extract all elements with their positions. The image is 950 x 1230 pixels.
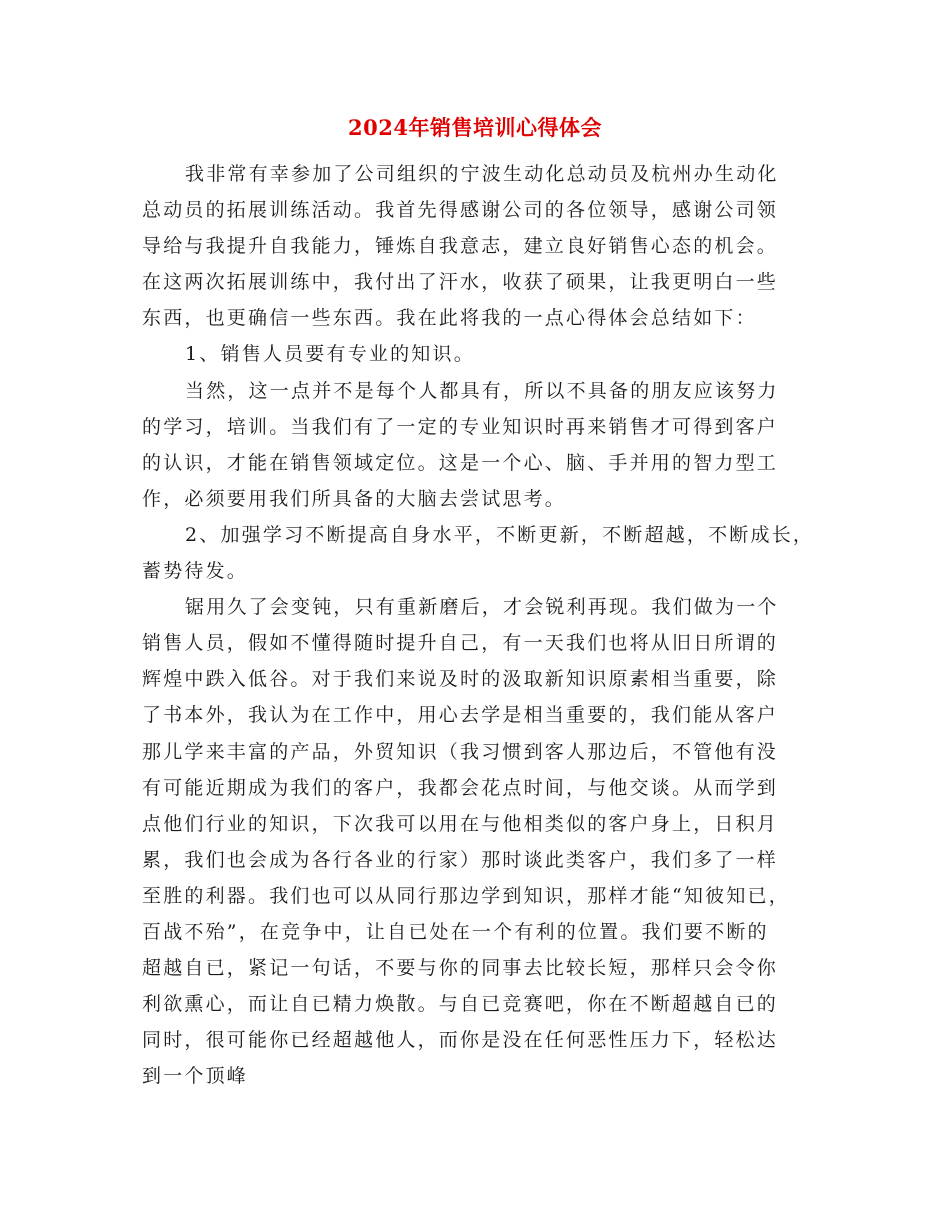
text-line: 我非常有幸参加了公司组织的宁波生动化总动员及杭州办生动化 xyxy=(185,163,779,185)
text-line: 的认识，才能在销售领域定位。这是一个心、脑、手并用的智力型工 xyxy=(142,451,779,474)
text-line: 累，我们也会成为各行各业的行家）那时谈此类客户，我们多了一样 xyxy=(142,848,779,871)
text-line: 有可能近期成为我们的客户，我都会花点时间，与他交谈。从而学到 xyxy=(142,776,779,799)
text-line: 销售人员，假如不懂得随时提升自己，有一天我们也将从旧日所谓的 xyxy=(142,632,779,655)
text-line: 那儿学来丰富的产品，外贸知识（我习惯到客人那边后，不管他有没 xyxy=(142,740,779,763)
section-heading-2: 2、加强学习不断提高自身水平，不断更新，不断超越，不断成长， xyxy=(185,523,815,546)
text-line: 超越自已，紧记一句话，不要与你的同事去比较长短，那样只会令你 xyxy=(142,957,779,980)
text-line: 作，必须要用我们所具备的大脑去尝试思考。 xyxy=(142,487,567,510)
text-line: 到一个顶峰 xyxy=(142,1065,249,1088)
text-line: 辉煌中跌入低谷。对于我们来说及时的汲取新知识原素相当重要，除 xyxy=(142,668,779,691)
text-line: 利欲熏心，而让自已精力焕散。与自已竞赛吧，你在不断超越自已的 xyxy=(142,993,779,1016)
text-line: 点他们行业的知识，下次我可以用在与他相类似的客户身上，日积月 xyxy=(142,812,779,835)
text-line: 东西，也更确信一些东西。我在此将我的一点心得体会总结如下： xyxy=(142,307,757,330)
text-line: 的学习，培训。当我们有了一定的专业知识时再来销售才可得到客户 xyxy=(142,415,779,438)
text-line: 当然，这一点并不是每个人都具有，所以不具备的朋友应该努力 xyxy=(185,379,779,402)
text-line: 导给与我提升自我能力，锤炼自我意志，建立良好销售心态的机会。 xyxy=(142,235,779,258)
document-title: 2024年销售培训心得体会 xyxy=(348,115,602,140)
text-line: 在这两次拓展训练中，我付出了汗水，收获了硕果，让我更明白一些 xyxy=(142,271,779,294)
section-heading-1: 1、销售人员要有专业的知识。 xyxy=(185,343,475,366)
text-line: 同时，很可能你已经超越他人，而你是没在任何恶性压力下，轻松达 xyxy=(142,1029,779,1052)
text-line: 至胜的利器。我们也可以从同行那边学到知识，那样才能“知彼知已， xyxy=(142,884,790,907)
text-line: 锯用久了会变钝，只有重新磨后，才会锐利再现。我们做为一个 xyxy=(185,596,779,619)
document-body xyxy=(142,156,822,1094)
text-line: 了书本外，我认为在工作中，用心去学是相当重要的，我们能从客户 xyxy=(142,704,779,727)
text-line: 百战不殆”，在竞争中，让自已处在一个有利的位置。我们要不断的 xyxy=(142,920,769,943)
text-line: 蓄势待发。 xyxy=(142,560,249,583)
text-line: 总动员的拓展训练活动。我首先得感谢公司的各位领导，感谢公司领 xyxy=(142,199,779,222)
